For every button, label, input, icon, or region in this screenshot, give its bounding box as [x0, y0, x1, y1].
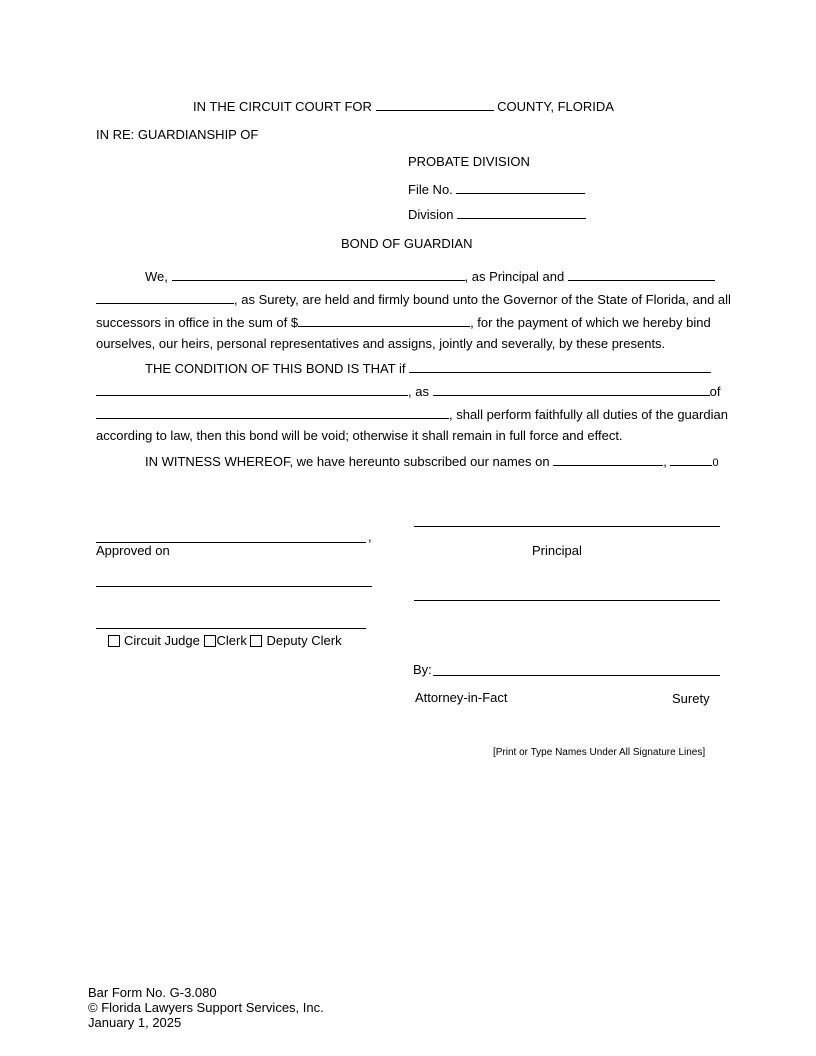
form-number: Bar Form No. G-3.080	[88, 985, 217, 1000]
p1-payment: , for the payment of which we hereby bind	[470, 315, 711, 330]
p1-line4: ourselves, our heirs, personal representatives and assigns, jointly and severally, by these presents.	[96, 336, 666, 351]
p2-line2	[96, 382, 720, 400]
p1-line1	[145, 267, 715, 285]
attorney-signature-line[interactable]	[433, 675, 720, 676]
p2-line3	[96, 405, 728, 423]
clerk-label: Clerk	[216, 633, 247, 648]
document-title: BOND OF GUARDIAN	[341, 236, 473, 251]
p2-condition: THE CONDITION OF THIS BOND IS THAT if	[145, 361, 406, 376]
principal-signature-line[interactable]	[414, 526, 720, 527]
surety-name-blank-1[interactable]	[568, 267, 715, 281]
print-names-note: [Print or Type Names Under All Signature Lines]	[493, 747, 706, 758]
court-prefix: IN THE CIRCUIT COURT FOR	[193, 99, 372, 114]
division-blank[interactable]	[457, 205, 586, 219]
p3-comma: ,	[663, 454, 667, 469]
p1-we: We,	[145, 269, 168, 284]
p2-as: , as	[408, 384, 429, 399]
copyright: © Florida Lawyers Support Services, Inc.	[88, 1000, 324, 1015]
p3-witness: IN WITNESS WHEREOF, we have hereunto subscribed our names on	[145, 454, 550, 469]
p2-line1	[145, 359, 711, 377]
p1-successors: successors in office in the sum of $	[96, 315, 299, 330]
guardian-role-blank[interactable]	[433, 382, 710, 396]
surety-label: Surety	[672, 691, 710, 706]
division-label: Division	[408, 207, 454, 222]
circuit-judge-checkbox[interactable]	[108, 635, 120, 647]
approved-on-label: Approved on	[96, 543, 170, 558]
p2-perform: , shall perform faithfully all duties of the guardian	[449, 407, 728, 422]
p1-surety: , as Surety, are held and firmly bound unto the Governor of the State of Florida, and all	[234, 292, 731, 307]
deputy-clerk-label: Deputy Clerk	[266, 633, 342, 648]
form-date: January 1, 2025	[88, 1015, 182, 1030]
p1-principal: , as Principal and	[464, 269, 565, 284]
court-suffix: COUNTY, FLORIDA	[497, 99, 614, 114]
surety-signature-line[interactable]	[414, 600, 720, 601]
approved-comma: ,	[368, 529, 372, 544]
attorney-in-fact-label: Attorney-in-Fact	[415, 690, 508, 705]
p1-line3	[96, 313, 711, 331]
p2-of: of	[709, 384, 721, 399]
principal-label: Principal	[532, 543, 582, 558]
judge-title-options	[108, 633, 342, 649]
county-blank[interactable]	[376, 97, 494, 111]
guardian-name-blank-2[interactable]	[96, 382, 408, 396]
year-suffix: 0	[712, 457, 719, 469]
witness-date-blank[interactable]	[553, 452, 663, 466]
in-re-guardianship: IN RE: GUARDIANSHIP OF	[96, 127, 259, 142]
p2-line4: according to law, then this bond will be void; otherwise it shall remain in full force and effect.	[96, 428, 623, 443]
circuit-judge-label: Circuit Judge	[124, 633, 200, 648]
p3-line1	[145, 452, 719, 471]
judge-signature-line[interactable]	[96, 586, 372, 587]
probate-division: PROBATE DIVISION	[408, 154, 530, 169]
file-no-blank[interactable]	[456, 180, 585, 194]
ward-name-blank[interactable]	[96, 405, 449, 419]
by-label: By:	[413, 662, 432, 677]
division-row	[408, 205, 586, 223]
court-caption	[193, 97, 614, 115]
clerk-checkbox[interactable]	[204, 635, 216, 647]
file-no-row	[408, 180, 585, 198]
file-no-label: File No.	[408, 182, 453, 197]
deputy-clerk-checkbox[interactable]	[250, 635, 262, 647]
surety-name-blank-2[interactable]	[96, 290, 234, 304]
guardian-name-blank-1[interactable]	[409, 359, 711, 373]
bond-amount-blank[interactable]	[298, 313, 470, 327]
witness-year-blank[interactable]	[670, 452, 712, 466]
principal-name-blank[interactable]	[172, 267, 465, 281]
p1-line2	[96, 290, 731, 308]
judge-name-line[interactable]	[96, 628, 366, 629]
